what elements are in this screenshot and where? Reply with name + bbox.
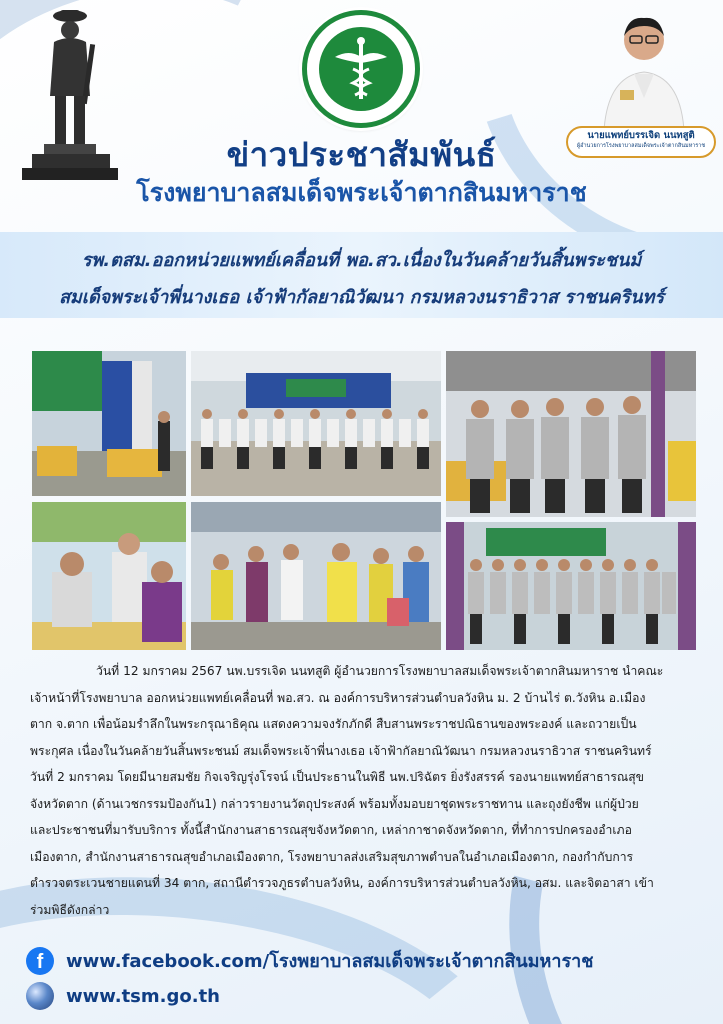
- news-body: [30, 658, 698, 923]
- body-line: วันที่ 12 มกราคม 2567 นพ.บรรเจิด นนทสูติ ผู้อำนวยการโรงพยาบาลสมเด็จพระเจ้าตากสินมหาราช นำคณะ: [96, 664, 664, 678]
- body-line: ร่วมพิธีดังกล่าว: [30, 902, 110, 917]
- body-line: ตำรวจตระเวนชายแดนที่ 34 ตาก, สถานีตำรวจภูธรตำบลวังหิน, องค์การบริหารส่วนตำบลวังหิน, อสม. และจิตอาสา เข้า: [30, 876, 654, 890]
- photo-group-audience: [191, 351, 441, 496]
- director-portrait: [598, 6, 690, 130]
- photo-group-banner: [446, 522, 696, 650]
- body-line: วันที่ 2 มกราคม โดยมีนายสมชัย กิจเจริญรุ่งโรจน์ เป็นประธานในพิธี นพ.ปริฉัตร ยิ่งรังสรรค์ รองนายแพทย์สาธารณสุข: [30, 770, 644, 784]
- headline-line-2: สมเด็จพระเจ้าพี่นางเธอ เจ้าฟ้ากัลยาณิวัฒนา กรมหลวงนราธิวาส ราชนครินทร์: [58, 287, 665, 308]
- photo-patient-checkup: [32, 502, 186, 650]
- logo-emblem: [319, 27, 403, 111]
- facebook-row[interactable]: [26, 946, 594, 975]
- website-link[interactable]: www.tsm.go.th: [66, 985, 220, 1007]
- page-title: ข่าวประชาสัมพันธ์: [226, 135, 497, 174]
- hospital-name: โรงพยาบาลสมเด็จพระเจ้าตากสินมหาราช: [136, 178, 587, 207]
- headline-line-1: รพ.ตสม.ออกหน่วยแพทย์เคลื่อนที่ พอ.สว.เนื่องในวันคล้ายวันสิ้นพระชนม์: [81, 250, 642, 271]
- headline-band: [0, 232, 723, 318]
- website-row[interactable]: [26, 982, 220, 1010]
- body-line: พระกุศล เนื่องในวันคล้ายวันสิ้นพระชนม์ สมเด็จพระเจ้าพี่นางเธอ เจ้าฟ้ากัลยาณิวัฒนา กรมหลวงนราธิวาส ราชนครินทร์: [30, 743, 652, 758]
- director-name: นายแพทย์บรรเจิด นนทสูติ: [587, 130, 695, 141]
- photo-ceremony-altar: [32, 351, 186, 496]
- director-position: ผู้อำนวยการโรงพยาบาลสมเด็จพระเจ้าตากสินมหาราช: [576, 143, 706, 149]
- facebook-icon: f: [26, 947, 54, 975]
- body-line: และประชาชนที่มารับบริการ ทั้งนี้สำนักงานสาธารณสุขจังหวัดตาก, เหล่ากาชาดจังหวัดตาก, ที่ทำการปกครองอำเภอ: [30, 823, 632, 837]
- body-line: เจ้าหน้าที่โรงพยาบาล ออกหน่วยแพทย์เคลื่อนที่ พอ.สว. ณ องค์การบริหารส่วนตำบลวังหิน ม. 2 บ้านไร่ ต.วังหิน อ.เมือง: [30, 690, 646, 705]
- ministry-of-public-health-logo: [302, 10, 420, 128]
- body-line: เมืองตาก, สำนักงานสาธารณสุขอำเภอเมืองตาก, โรงพยาบาลส่งเสริมสุขภาพตำบลในอำเภอเมืองตาก, กองกำกับการ: [30, 849, 634, 864]
- photo-crowd-service: [191, 502, 441, 650]
- body-line: จังหวัดตาก (ด้านเวชกรรมป้องกัน1) กล่าวรายงานวัตถุประสงค์ พร้อมทั้งมอบยาชุดพระราชทาน และถุงยังชีพ แก่ผู้ป่วย: [30, 796, 639, 811]
- facebook-link[interactable]: www.facebook.com/โรงพยาบาลสมเด็จพระเจ้าตากสินมหาราช: [66, 951, 594, 972]
- globe-icon: [26, 982, 54, 1010]
- body-line: ตาก จ.ตาก เพื่อน้อมรำลึกในพระกรุณาธิคุณ แสดงความจงรักภักดี สืบสานพระราชปณิธานของพระองค์ และถวายเป็น: [30, 717, 637, 731]
- photo-staff-lineup: [446, 351, 696, 517]
